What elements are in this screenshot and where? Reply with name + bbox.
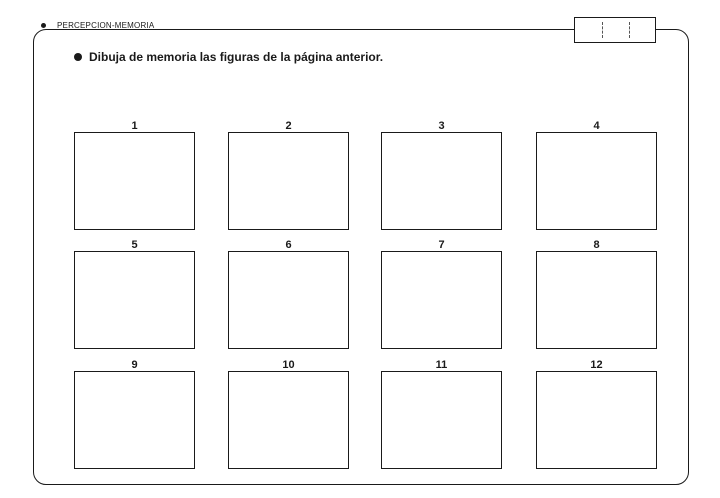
cell-number: 9 <box>131 359 138 371</box>
cell-number: 3 <box>438 120 445 132</box>
cell-number: 5 <box>131 239 138 251</box>
instruction-bullet <box>74 53 82 61</box>
drawing-box[interactable] <box>381 371 502 469</box>
drawing-box[interactable] <box>228 132 349 230</box>
drawing-box[interactable] <box>536 251 657 349</box>
header-bullet <box>41 23 46 28</box>
cell-number: 4 <box>593 120 600 132</box>
answer-tab-box <box>574 17 656 43</box>
drawing-box[interactable] <box>74 251 195 349</box>
drawing-box[interactable] <box>536 132 657 230</box>
drawing-box[interactable] <box>74 132 195 230</box>
cell-number: 6 <box>285 239 292 251</box>
cell-number: 10 <box>282 359 295 371</box>
cell-number: 1 <box>131 120 138 132</box>
drawing-box[interactable] <box>381 251 502 349</box>
instruction-text: Dibuja de memoria las figuras de la página anterior. <box>89 50 384 64</box>
cell-number: 7 <box>438 239 445 251</box>
tab-divider <box>629 22 630 38</box>
cell-number: 12 <box>590 359 603 371</box>
cell-number: 2 <box>285 120 292 132</box>
drawing-box[interactable] <box>536 371 657 469</box>
tab-divider <box>602 22 603 38</box>
drawing-box[interactable] <box>228 251 349 349</box>
cell-number: 8 <box>593 239 600 251</box>
cell-number: 11 <box>435 359 448 371</box>
drawing-box[interactable] <box>228 371 349 469</box>
drawing-box[interactable] <box>381 132 502 230</box>
header-label: PERCEPCION-MEMORIA <box>57 21 155 30</box>
drawing-box[interactable] <box>74 371 195 469</box>
